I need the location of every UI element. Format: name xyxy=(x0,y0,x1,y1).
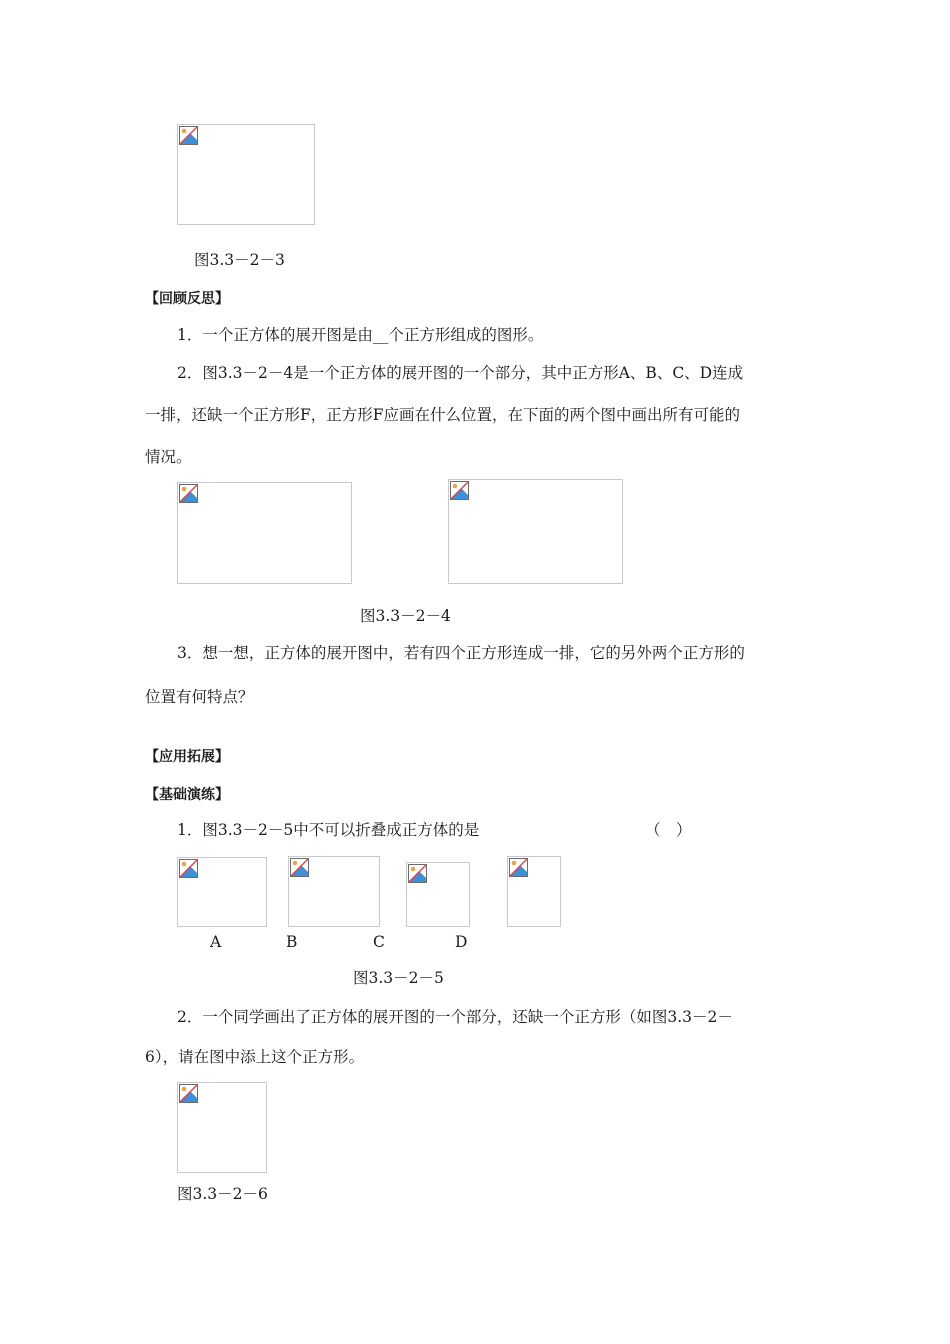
review-question-3-line-2: 位置有何特点？ xyxy=(145,688,254,706)
review-question-2-line-1: 2．图3.3－2－4是一个正方体的展开图的一个部分，其中正方形A、B、C、D连成 xyxy=(177,364,744,382)
review-question-2-line-3: 情况。 xyxy=(145,448,192,466)
figure-3-3-2-3-image xyxy=(177,124,315,225)
option-b-image xyxy=(288,856,380,927)
option-d-image xyxy=(507,856,561,927)
apply-question-1: 1．图3.3－2－5中不可以折叠成正方体的是 xyxy=(177,821,480,839)
review-question-2-line-2: 一排，还缺一个正方形F，正方形F应画在什么位置，在下面的两个图中画出所有可能的 xyxy=(145,406,741,424)
option-label-a: A xyxy=(210,933,222,951)
review-question-1: 1．一个正方体的展开图是由__个正方形组成的图形。 xyxy=(177,326,544,344)
broken-image-icon xyxy=(509,858,528,877)
figure-caption-3: 图3.3－2－3 xyxy=(194,251,285,269)
broken-image-icon xyxy=(179,859,198,878)
figure-caption-5: 图3.3－2－5 xyxy=(353,969,444,987)
apply-question-2-line-1: 2．一个同学画出了正方体的展开图的一个部分，还缺一个正方形（如图3.3－2－ xyxy=(177,1008,733,1026)
figure-caption-4: 图3.3－2－4 xyxy=(360,607,451,625)
option-c-image xyxy=(406,862,470,927)
review-heading: 【回顾反思】 xyxy=(145,291,229,307)
figure-3-3-2-6-image xyxy=(177,1082,267,1173)
broken-image-icon xyxy=(179,1084,198,1103)
broken-image-icon xyxy=(450,481,469,500)
figure-caption-6: 图3.3－2－6 xyxy=(177,1185,268,1203)
broken-image-icon xyxy=(179,484,198,503)
apply-question-2-line-2: 6），请在图中添上这个正方形。 xyxy=(145,1048,365,1066)
broken-image-icon xyxy=(290,858,309,877)
option-label-c: C xyxy=(373,933,385,951)
answer-parentheses: （ ） xyxy=(645,821,692,839)
figure-3-3-2-4-image-right xyxy=(448,479,623,584)
option-a-image xyxy=(177,857,267,927)
broken-image-icon xyxy=(179,126,198,145)
apply-heading: 【应用拓展】 xyxy=(145,749,229,765)
review-question-3-line-1: 3．想一想，正方体的展开图中，若有四个正方形连成一排，它的另外两个正方形的 xyxy=(177,644,745,662)
option-label-d: D xyxy=(455,933,468,951)
broken-image-icon xyxy=(408,864,427,883)
option-label-b: B xyxy=(286,933,298,951)
figure-3-3-2-4-image-left xyxy=(177,482,352,584)
basic-practice-heading: 【基础演练】 xyxy=(145,787,229,803)
